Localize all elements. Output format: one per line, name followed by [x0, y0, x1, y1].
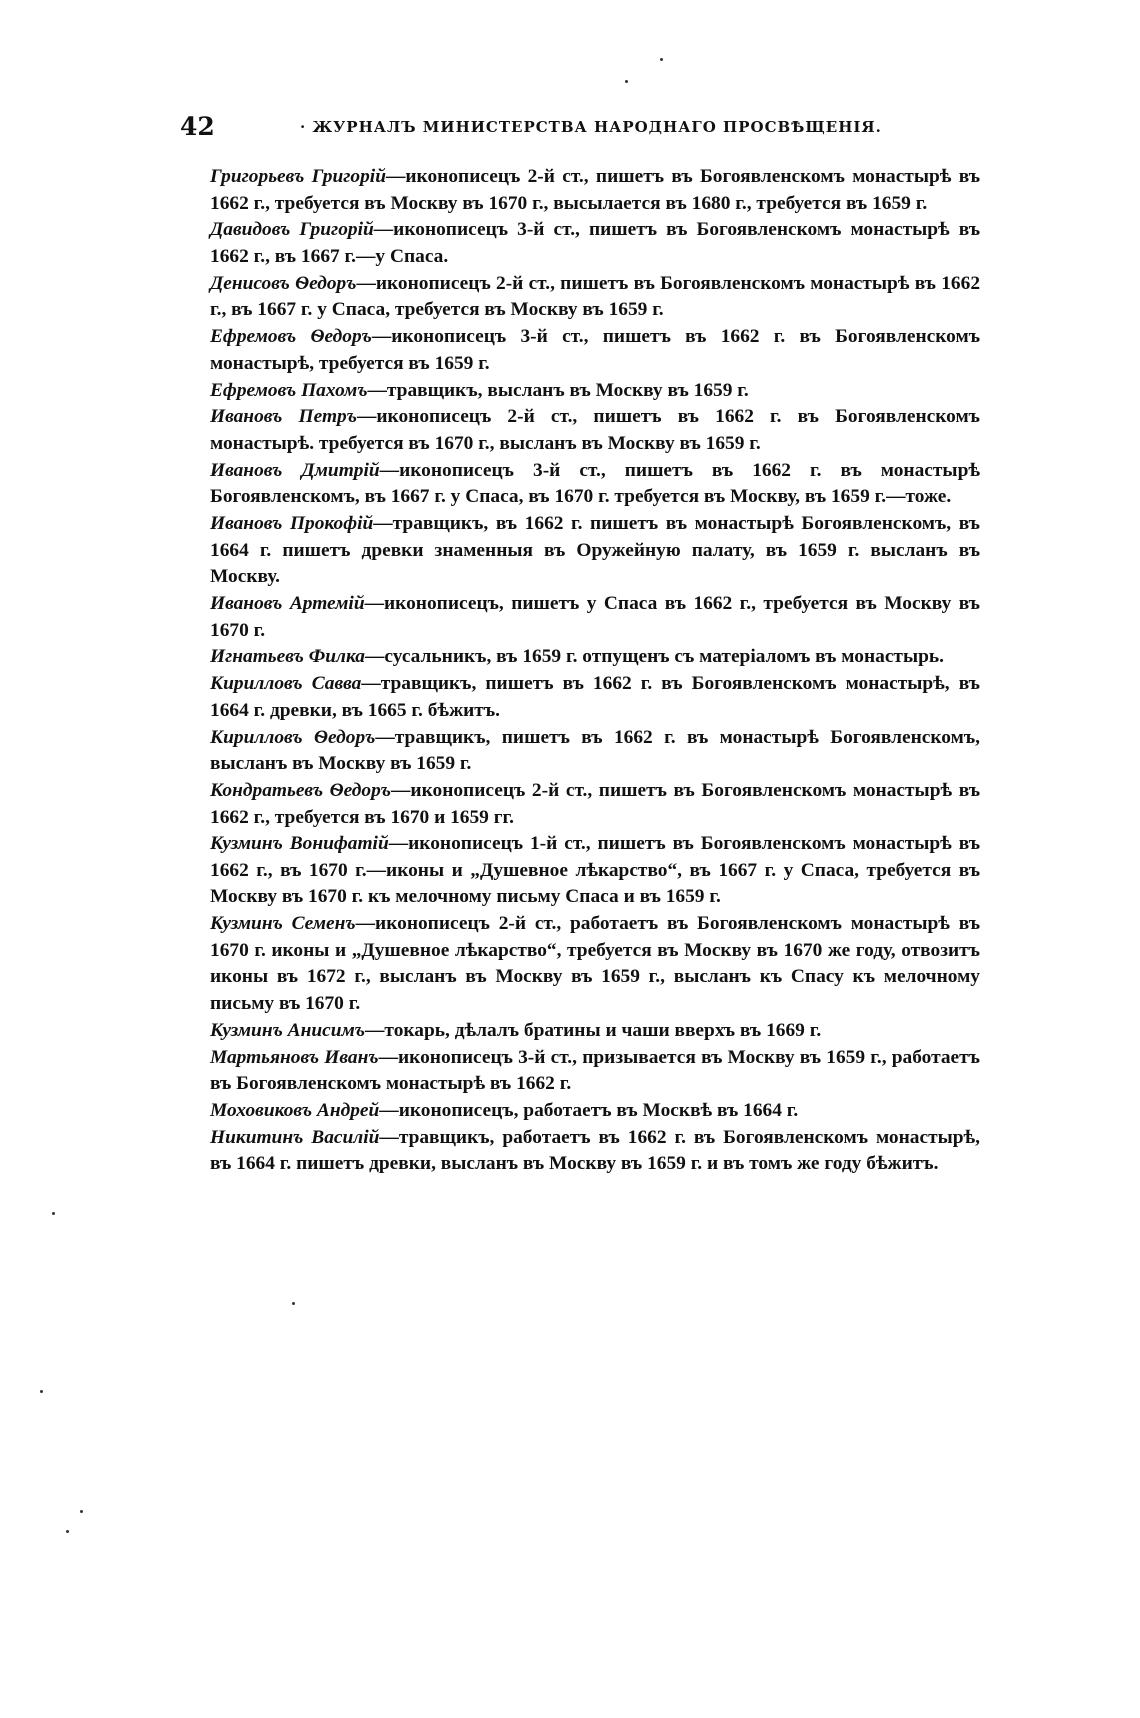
entry-name: Денисовъ Ѳедоръ [210, 272, 357, 294]
page-number: 42 [180, 112, 215, 141]
list-item: Денисовъ Ѳедоръ—иконописецъ 2-й ст., пишетъ въ Богоявленскомъ монастырѣ въ 1662 г., въ 1667 г. у Спаса, требуется въ Москву въ 1659 г. [210, 272, 981, 321]
entry-text: иконописецъ, пишетъ у Спаса въ 1662 г., требуется въ Москву въ 1670 г. [210, 593, 980, 641]
scan-speck [660, 58, 663, 61]
list-item: Кузминъ Анисимъ—токарь, дѣлалъ братины и чаши вверхъ въ 1669 г. [210, 1019, 822, 1041]
entry-text: иконописецъ 2-й ст., пишетъ въ Богоявленскомъ монастырѣ въ 1662 г., требуется въ 1670 и 1659 гг. [210, 779, 980, 828]
entry-text: травщикъ, пишетъ въ 1662 г. въ Богоявленскомъ монастырѣ, въ 1664 г. древки, въ 1665 г. бѣжитъ. [210, 673, 980, 721]
entry-name: Кондратьевъ Ѳедоръ [210, 779, 392, 801]
entry-list [210, 164, 980, 1178]
running-title: · ЖУРНАЛЪ МИНИСТЕРСТВА НАРОДНАГО ПРОСВѢЩЕНІЯ. [300, 118, 882, 136]
scan-speck [80, 1510, 83, 1513]
scan-speck [292, 1302, 295, 1305]
list-item: Ивановъ Артемій—иконописецъ, пишетъ у Спаса въ 1662 г., требуется въ Москву въ 1670 г. [210, 593, 980, 641]
list-item: Игнатьевъ Филка—сусальникъ, въ 1659 г. отпущенъ съ матеріаломъ въ монастырь. [210, 646, 944, 668]
entry-name: Кузминъ Вонифатій [210, 833, 389, 855]
list-item: Моховиковъ Андрей—иконописецъ, работаетъ въ Москвѣ въ 1664 г. [210, 1099, 799, 1121]
entry-text: иконописецъ 3-й ст., пишетъ въ 1662 г. въ Богоявленскомъ монастырѣ, требуется въ 1659 г. [210, 326, 980, 374]
entry-text: травщикъ, работаетъ въ 1662 г. въ Богоявленскомъ монастырѣ, въ 1664 г. пишетъ древки, высланъ въ Москву въ 1659 г. и въ томъ же году бѣжитъ. [210, 1126, 980, 1175]
entry-text: иконописецъ 1-й ст., пишетъ въ Богоявленскомъ монастырѣ въ 1662 г., въ 1670 г.—иконы и „Душевное лѣкарство“, въ 1667 г. у Спаса, требуется въ Москву въ 1670 г. къ мелочному письму Спаса и въ 1659 г. [210, 833, 981, 908]
list-item: Кондратьевъ Ѳедоръ—иконописецъ 2-й ст., пишетъ въ Богоявленскомъ монастырѣ въ 1662 г., требуется въ 1670 и 1659 гг. [210, 779, 980, 828]
scan-speck [66, 1530, 69, 1533]
list-item: Григорьевъ Григорій—иконописецъ 2-й ст., пишетъ въ Богоявленскомъ монастырѣ въ 1662 г., требуется въ Москву въ 1670 г., высылается въ 1680 г., требуется въ 1659 г. [210, 166, 980, 214]
entry-name: Ефремовъ Ѳедоръ [210, 326, 372, 348]
list-item: Ефремовъ Ѳедоръ—иконописецъ 3-й ст., пишетъ въ 1662 г. въ Богоявленскомъ монастырѣ, требуется въ 1659 г. [210, 326, 980, 374]
entry-text: иконописецъ 2-й ст., пишетъ въ 1662 г. въ Богоявленскомъ монастырѣ. требуется въ 1670 г., высланъ въ Москву въ 1659 г. [210, 406, 980, 454]
entry-name: Никитинъ Василій [210, 1126, 380, 1148]
entry-text: травщикъ, въ 1662 г. пишетъ въ монастырѣ Богоявленскомъ, въ 1664 г. пишетъ древки знаменныя въ Оружейную палату, въ 1659 г. высланъ въ Москву. [210, 513, 980, 588]
entry-name: Кирилловъ Ѳедоръ [210, 726, 376, 748]
list-item: Ивановъ Прокофій—травщикъ, въ 1662 г. пишетъ въ монастырѣ Богоявленскомъ, въ 1664 г. пишетъ древки знаменныя въ Оружейную палату, въ 1659 г. высланъ въ Москву. [210, 513, 980, 588]
list-item: Ивановъ Дмитрій—иконописецъ 3-й ст., пишетъ въ 1662 г. въ монастырѣ Богоявленскомъ, въ 1667 г. у Спаса, въ 1670 г. требуется въ Москву, въ 1659 г.—тоже. [210, 459, 980, 508]
list-item: Мартьяновъ Иванъ—иконописецъ 3-й ст., призывается въ Москву въ 1659 г., работаетъ въ Богоявленскомъ монастырѣ въ 1662 г. [210, 1046, 980, 1095]
entry-name: Ивановъ Дмитрій [210, 459, 380, 481]
list-item: Кузминъ Семенъ—иконописецъ 2-й ст., работаетъ въ Богоявленскомъ монастырѣ въ 1670 г. иконы и „Душевное лѣкарство“, требуется въ Москву въ 1670 же году, отвозитъ иконы въ 1672 г., высланъ въ Москву въ 1659 г., высланъ къ Спасу къ мелочному письму въ 1670 г. [210, 913, 980, 1015]
entry-text: иконописецъ 3-й ст., пишетъ въ 1662 г. въ монастырѣ Богоявленскомъ, въ 1667 г. у Спаса, въ 1670 г. требуется въ Москву, въ 1659 г.—тоже. [210, 459, 980, 508]
entry-text: травщикъ, высланъ въ Москву въ 1659 г. [386, 379, 749, 401]
entry-name: Ефремовъ Пахомъ [210, 379, 368, 401]
entry-name: Мартьяновъ Иванъ [210, 1046, 379, 1068]
entry-text: иконописецъ 2-й ст., пишетъ въ Богоявленскомъ монастырѣ въ 1662 г., въ 1667 г. у Спаса, требуется въ Москву въ 1659 г. [210, 272, 981, 321]
entry-name: Ивановъ Петръ [210, 406, 357, 428]
entry-name: Григорьевъ Григорій [210, 166, 386, 187]
entry-text: иконописецъ 3-й ст., пишетъ въ Богоявленскомъ монастырѣ въ 1662 г., въ 1667 г.—у Спаса. [210, 219, 981, 267]
entry-text: иконописецъ 2-й ст., пишетъ въ Богоявленскомъ монастырѣ въ 1662 г., требуется въ Москву въ 1670 г., высылается въ 1680 г., требуется въ 1659 г. [210, 166, 980, 214]
entry-name: Давидовъ Григорій [210, 219, 374, 241]
scan-speck [625, 80, 628, 83]
entry-name: Ивановъ Артемій [210, 593, 365, 614]
entry-name: Кирилловъ Савва [210, 673, 362, 695]
list-item: Кузминъ Вонифатій—иконописецъ 1-й ст., пишетъ въ Богоявленскомъ монастырѣ въ 1662 г., въ 1670 г.—иконы и „Душевное лѣкарство“, въ 1667 г. у Спаса, требуется въ Москву въ 1670 г. къ мелочному письму Спаса и въ 1659 г. [210, 833, 981, 908]
entry-name: Ивановъ Прокофій [210, 513, 374, 535]
entry-text: травщикъ, пишетъ въ 1662 г. въ монастырѣ Богоявленскомъ, высланъ въ Москву въ 1659 г. [210, 726, 980, 775]
entry-text: сусальникъ, въ 1659 г. отпущенъ съ матеріаломъ въ монастырь. [384, 646, 944, 668]
list-item: Кирилловъ Савва—травщикъ, пишетъ въ 1662 г. въ Богоявленскомъ монастырѣ, въ 1664 г. древки, въ 1665 г. бѣжитъ. [210, 673, 980, 721]
list-item: Кирилловъ Ѳедоръ—травщикъ, пишетъ въ 1662 г. въ монастырѣ Богоявленскомъ, высланъ въ Москву въ 1659 г. [210, 726, 980, 775]
running-header [180, 112, 985, 148]
entry-name: Моховиковъ Андрей [210, 1099, 380, 1121]
scan-speck [40, 1390, 43, 1393]
list-item: Ефремовъ Пахомъ—травщикъ, высланъ въ Москву въ 1659 г. [210, 379, 749, 401]
list-item: Никитинъ Василій—травщикъ, работаетъ въ 1662 г. въ Богоявленскомъ монастырѣ, въ 1664 г. пишетъ древки, высланъ въ Москву въ 1659 г. и въ томъ же году бѣжитъ. [210, 1126, 980, 1175]
scan-speck [52, 1212, 55, 1215]
entry-text: иконописецъ 3-й ст., призывается въ Москву въ 1659 г., работаетъ въ Богоявленскомъ монастырѣ въ 1662 г. [210, 1046, 980, 1095]
entry-name: Кузминъ Семенъ [210, 913, 356, 935]
entry-text: иконописецъ, работаетъ въ Москвѣ въ 1664 г. [398, 1099, 799, 1121]
list-item: Ивановъ Петръ—иконописецъ 2-й ст., пишетъ въ 1662 г. въ Богоявленскомъ монастырѣ. требуется въ 1670 г., высланъ въ Москву въ 1659 г. [210, 406, 980, 454]
entry-text: иконописецъ 2-й ст., работаетъ въ Богоявленскомъ монастырѣ въ 1670 г. иконы и „Душевное лѣкарство“, требуется въ Москву въ 1670 же году, отвозитъ иконы въ 1672 г., высланъ въ Москву въ 1659 г., высланъ къ Спасу къ мелочному письму въ 1670 г. [210, 913, 980, 1015]
entry-name: Игнатьевъ Филка [210, 646, 365, 668]
list-item: Давидовъ Григорій—иконописецъ 3-й ст., пишетъ въ Богоявленскомъ монастырѣ въ 1662 г., въ 1667 г.—у Спаса. [210, 219, 981, 267]
entry-text: токарь, дѣлалъ братины и чаши вверхъ въ 1669 г. [384, 1019, 822, 1041]
entry-name: Кузминъ Анисимъ [210, 1019, 366, 1041]
